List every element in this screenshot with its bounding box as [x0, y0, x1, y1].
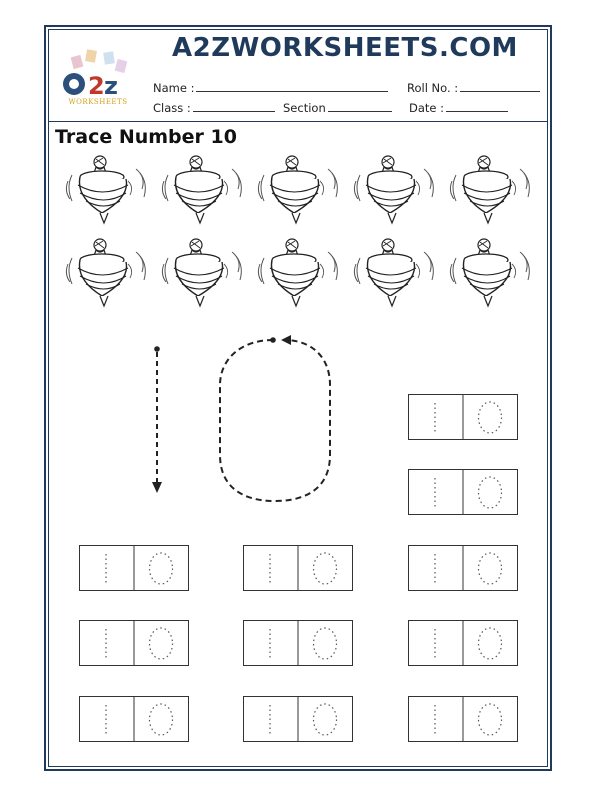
worksheet-title: Trace Number 10 — [55, 126, 237, 148]
section-line[interactable] — [328, 101, 392, 112]
spinning-top-icon — [350, 153, 438, 227]
spinning-top-icon — [62, 153, 150, 227]
trace-practice-box[interactable] — [408, 394, 518, 440]
roll-label: Roll No. : — [407, 81, 459, 95]
picture-row-1 — [62, 153, 542, 227]
roll-field[interactable] — [407, 81, 540, 95]
trace-practice-box[interactable] — [408, 620, 518, 666]
class-field[interactable] — [153, 101, 275, 115]
trace-guide-one[interactable] — [152, 346, 162, 493]
class-line[interactable] — [193, 101, 275, 112]
roll-line[interactable] — [460, 81, 540, 92]
class-label: Class : — [153, 101, 191, 115]
name-line[interactable] — [196, 81, 388, 92]
trace-practice-box[interactable] — [408, 696, 518, 742]
trace-practice-box[interactable] — [408, 469, 518, 515]
date-label: Date : — [409, 101, 445, 115]
a2z-logo — [58, 48, 138, 110]
spinning-top-icon — [350, 236, 438, 310]
trace-practice-box[interactable] — [243, 545, 353, 591]
spinning-top-icon — [158, 153, 246, 227]
svg-text:z: z — [104, 72, 118, 100]
section-label: Section — [283, 101, 326, 115]
date-line[interactable] — [446, 101, 508, 112]
trace-practice-box[interactable] — [79, 620, 189, 666]
name-label: Name : — [153, 81, 195, 95]
section-field[interactable] — [283, 101, 392, 115]
spinning-top-icon — [446, 153, 534, 227]
trace-practice-box[interactable] — [243, 696, 353, 742]
spinning-top-icon — [254, 153, 342, 227]
svg-text:2: 2 — [88, 72, 105, 100]
header-divider — [48, 121, 548, 122]
site-title: A2ZWORKSHEETS.COM — [172, 33, 518, 63]
trace-practice-box[interactable] — [243, 620, 353, 666]
trace-practice-box[interactable] — [79, 696, 189, 742]
spinning-top-icon — [158, 236, 246, 310]
spinning-top-icon — [254, 236, 342, 310]
trace-guide-10[interactable] — [140, 330, 350, 510]
name-field[interactable] — [153, 81, 388, 95]
logo-caption: WORKSHEETS — [68, 98, 128, 106]
trace-practice-box[interactable] — [79, 545, 189, 591]
spinning-top-icon — [446, 236, 534, 310]
date-field[interactable] — [409, 101, 508, 115]
trace-guide-zero[interactable] — [220, 335, 330, 501]
trace-practice-box[interactable] — [408, 545, 518, 591]
spinning-top-icon — [62, 236, 150, 310]
picture-row-2 — [62, 236, 542, 310]
